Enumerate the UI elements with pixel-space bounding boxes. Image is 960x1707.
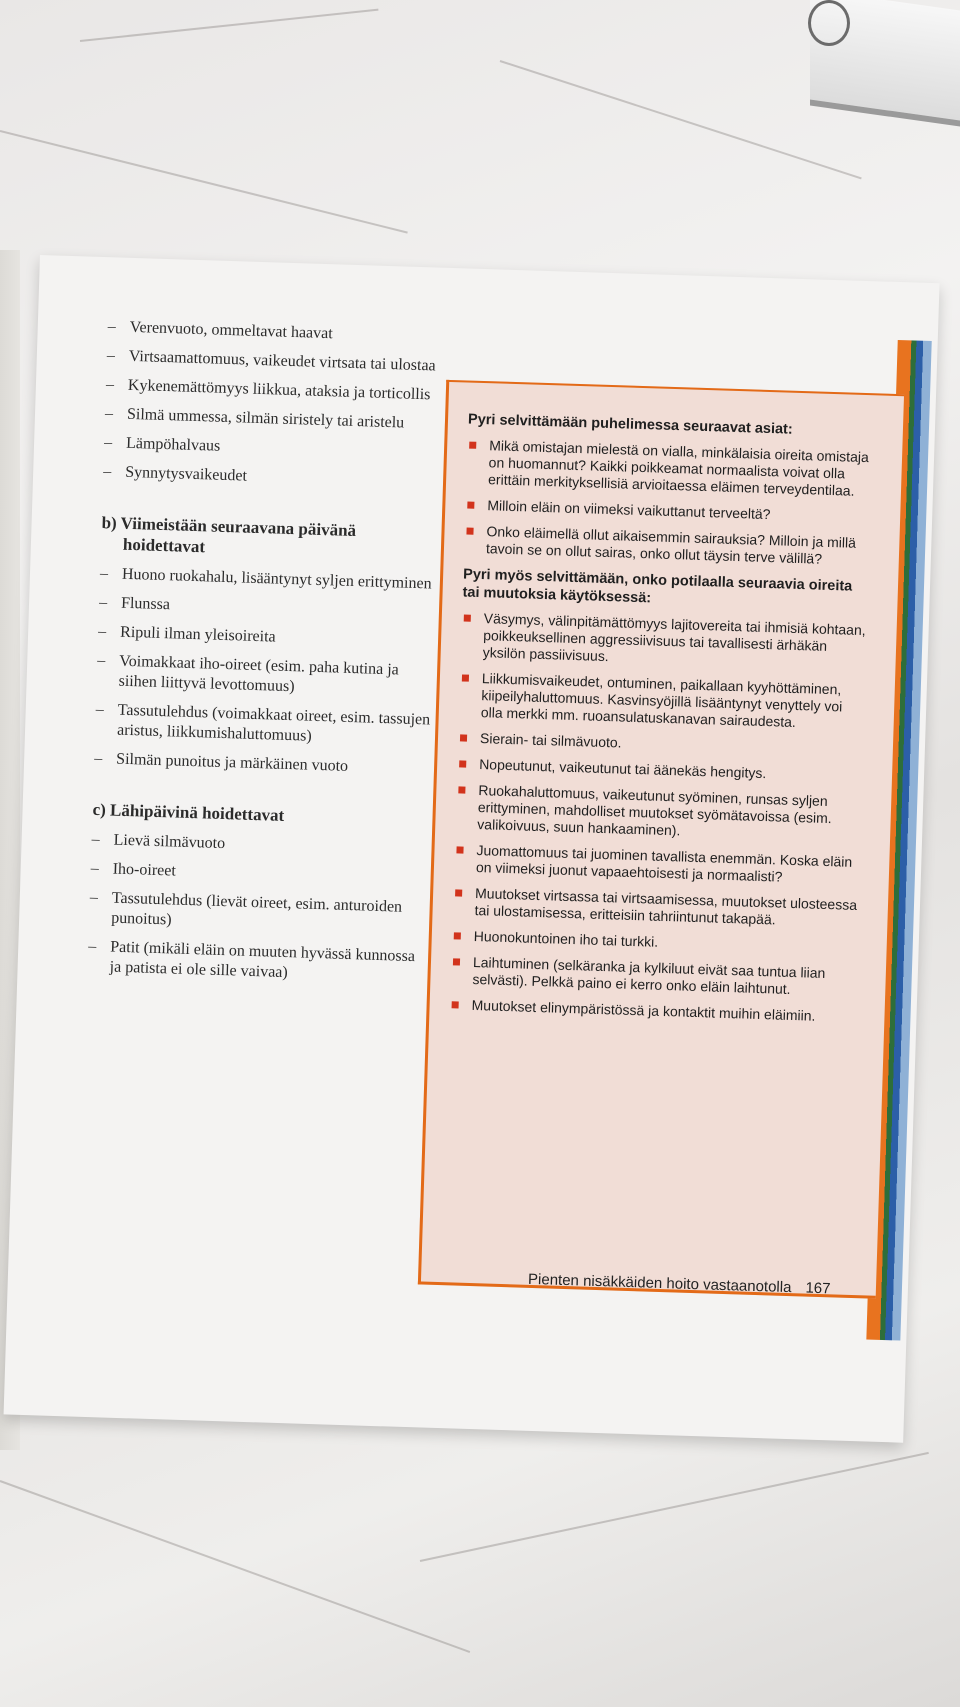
bullet-item: Muutokset elinympäristössä ja kontaktit muihin eläimiin. [449, 996, 854, 1026]
bullet-item: Huonokuntoinen iho tai turkki. [452, 927, 857, 957]
bullet-item: Liikkumisvaikeudet, ontuminen, paikallaan kyyhöttäminen, kiipeilyhaluttomuus. Kasvinsyöjillä lisääntynyt venyttely voi olla merkki mm. ruoansulatuskanavan sairaudesta. [459, 669, 865, 733]
bullet-item: Ruokahaluttomuus, vaikeutunut syöminen, runsas syljen erittyminen, mahdolliset muutokset syömätavoissa (esim. valikoivuus, suun hankaaminen). [455, 781, 861, 845]
bullet-item: Onko eläimellä ollut aikaisemmin sairauksia? Milloin ja millä tavoin se on ollut sairas, onko ollut täysin terve välillä? [464, 522, 870, 569]
bullet-item: Milloin eläin on viimeksi vaikuttanut terveeltä? [465, 496, 870, 526]
list-item: – Tassutulehdus (lievät oireet, esim. anturoiden punoitus) [89, 888, 430, 939]
list-item: – Flunssa [99, 593, 439, 624]
running-title: Pienten nisäkkäiden hoito vastaanotolla [527, 1270, 792, 1297]
list-item: – Synnytysvaikeudet [103, 462, 443, 493]
list-item: – Voimakkaat iho-oireet (esim. paha kutina ja siihen liittyvä levottomuus) [96, 651, 437, 702]
book-page [4, 255, 940, 1443]
binder-ring [808, 0, 850, 46]
list-item: – Silmän punoitus ja märkäinen vuoto [94, 749, 434, 780]
list-item: – Kykenemättömyys liikkua, ataksia ja torticollis [106, 375, 446, 406]
left-column [87, 317, 448, 996]
list-item: – Iho-oireet [90, 859, 430, 890]
list-item: – Tassutulehdus (voimakkaat oireet, esim. tassujen aristus, liikkumishaluttomuus) [95, 700, 436, 751]
box-lead: Pyri myös selvittämään, onko potilaalla seuraavia oireita tai muutoksia käytöksessä: [462, 566, 853, 607]
list-item: – Ripuli ilman yleisoireita [98, 622, 438, 653]
bullet-item: Mikä omistajan mielestä on vialla, minkälaisia oireita omistaja on huomannut? Kaikki poikkeamat normaalista voivat olla erittäin merkityksellisiä arvioitaessa eläimen terveydentilaa. [466, 437, 872, 501]
section-heading: b) Viimeistään seuraavana päivänä hoidettavat [101, 513, 357, 557]
bullet-item: Väsymys, välinpitämättömyys lajitovereita tai ihmisiä kohtaan, poikkeuksellinen aggressiivisuus tai tavallisesti ärhäkän yksilön passiivisuus. [460, 609, 866, 673]
section-heading: c) Lähipäivinä hoidettavat [92, 799, 285, 825]
list-item: – Patit (mikäli eläin on muuten hyvässä kunnossa ja patista ei ole sille vaivaa) [87, 937, 428, 988]
bullet-item: Laihtuminen (selkäranka ja kylkiluut eivät saa tuntua liian selvästi). Pelkkä paino ei kerro onko eläin laihtunut. [450, 953, 856, 1000]
bullet-item: Muutokset virtsassa tai virtsaamisessa, muutokset ulosteessa tai ulostamisessa, eritteisiin tahriintunut takapää. [452, 884, 858, 931]
page-number: 167 [805, 1279, 831, 1298]
list-item: – Lievä silmävuoto [91, 830, 431, 861]
list-item: – Verenvuoto, ommeltavat haavat [107, 317, 447, 348]
list-item: – Huono ruokahalu, lisääntynyt syljen erittyminen [100, 564, 440, 595]
list-item: – Lämpöhalvaus [104, 433, 444, 464]
bullet-item: Juomattomuus tai juominen tavallista enemmän. Koska eläin on viimeksi juonut vapaaehtoisesti ja normaalisti? [454, 841, 860, 888]
list-item: – Silmä ummessa, silmän siristely tai aristelu [105, 404, 445, 435]
box-lead: Pyri selvittämään puhelimessa seuraavat asiat: [467, 411, 793, 438]
info-box [418, 380, 904, 1299]
list-item: – Virtsaamattomuus, vaikeudet virtsata tai ulostaa [107, 346, 447, 377]
bullet-item: Nopeutunut, vaikeutunut tai äänekäs hengitys. [457, 755, 862, 785]
bullet-item: Sierain- tai silmävuoto. [458, 729, 863, 759]
